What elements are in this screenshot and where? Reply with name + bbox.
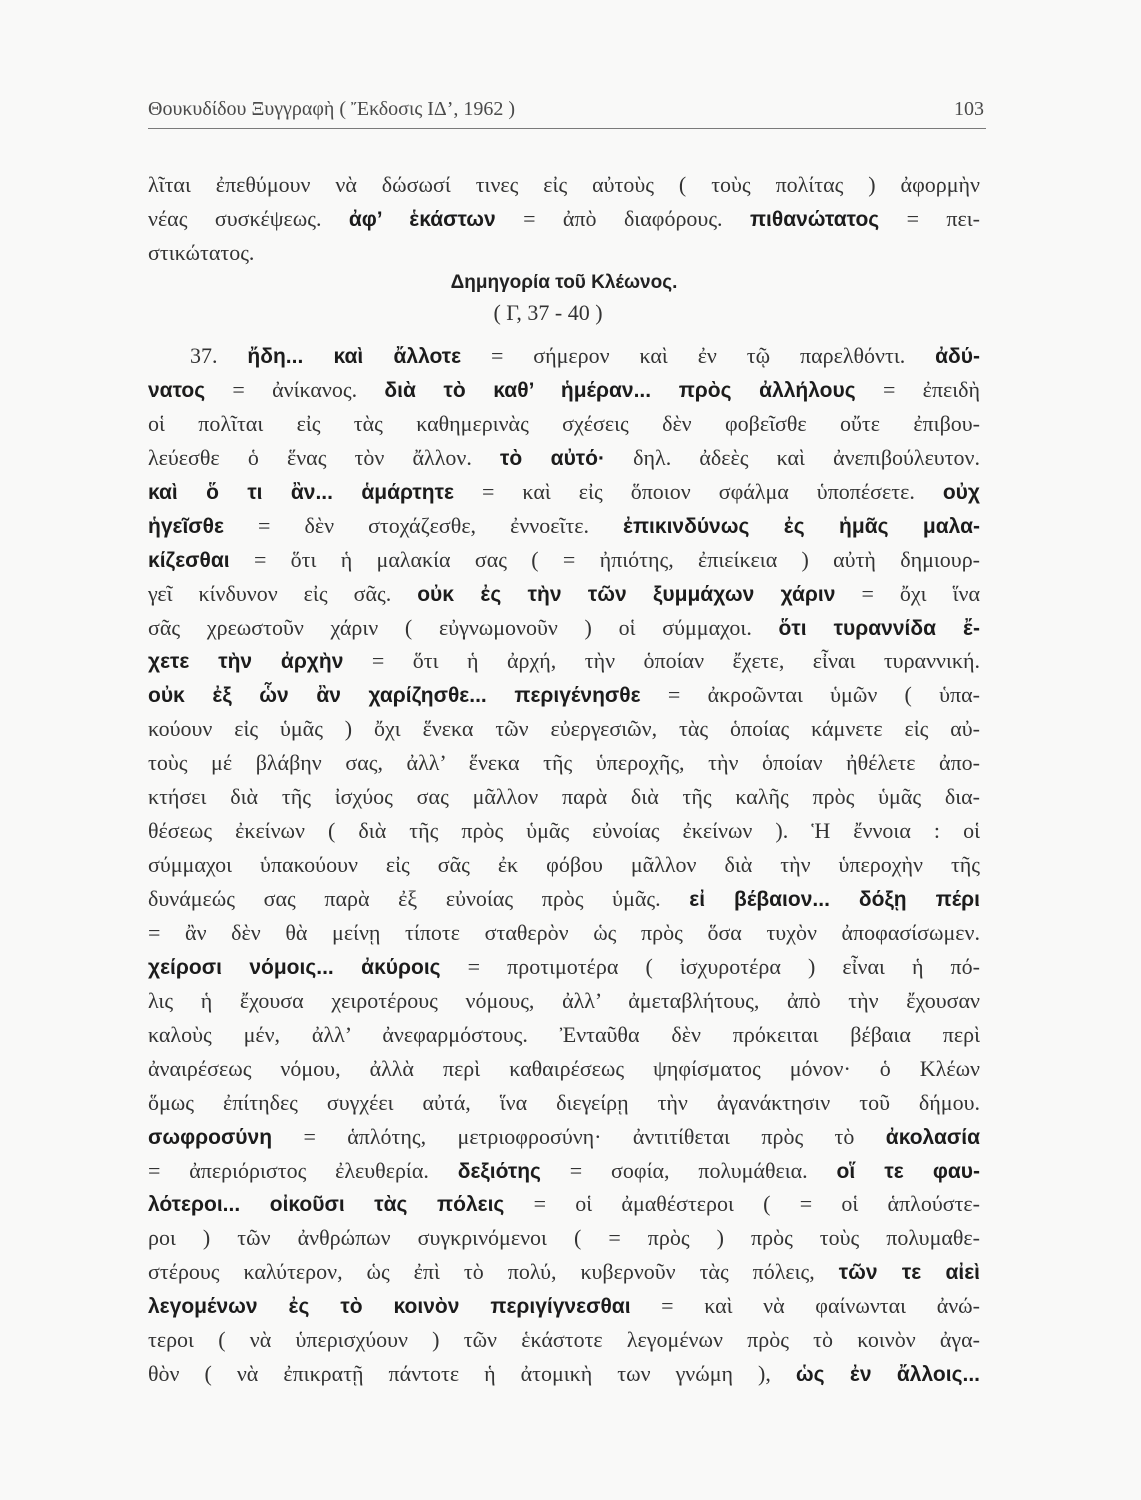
- text-line: [148, 577, 980, 611]
- text-line: [148, 1357, 980, 1391]
- page-number: 103: [954, 97, 984, 120]
- lemma: κίζεσθαι: [148, 548, 230, 572]
- text-line: [148, 543, 980, 577]
- text-line: [148, 339, 980, 373]
- lemma: οὐκ ἐς τὴν τῶν ξυμμάχων χάριν: [417, 582, 836, 606]
- gloss-text: = ἐπειδὴ: [855, 376, 981, 402]
- text-line: [148, 678, 980, 712]
- gloss-text: λεύεσθε ὁ ἕνας τὸν ἄλλον.: [148, 444, 500, 470]
- text-line: [148, 441, 980, 475]
- lemma: ἐπικινδύνως ἐς ἡμᾶς μαλα-: [623, 514, 980, 538]
- gloss-text: κτήσει διὰ τῆς ἰσχύος σας μᾶλλον παρὰ διὰ τῆς καλῆς πρὸς ὑμᾶς δια-: [148, 784, 980, 810]
- gloss-text: τοὺς μέ βλάβην σας, ἀλλ’ ἕνεκα τῆς ὑπεροχῆς, τὴν ὁποίαν ἠθέλετε ἀπο-: [148, 750, 980, 776]
- gloss-text: = ἀκροῶνται ὑμῶν ( ὑπα-: [640, 682, 980, 708]
- section-reference: ( Γ, 37 - 40 ): [493, 300, 603, 325]
- lemma: ὅτι τυραννίδα ἔ-: [778, 616, 980, 640]
- lemma: χετε τὴν ἀρχὴν: [148, 650, 344, 674]
- gloss-text: = καὶ εἰς ὅποιον σφάλμα ὑποπέσετε.: [453, 478, 943, 504]
- text-line: [148, 236, 980, 270]
- gloss-text: καλοὺς μέν, ἀλλ’ ἀνεφαρμόστους. Ἐνταῦθα δὲν πρόκειται βέβαια περὶ: [148, 1021, 980, 1047]
- gloss-text: γεῖ κίνδυνον εἰς σᾶς.: [148, 580, 418, 606]
- gloss-text: στέρους καλύτερον, ὡς ἐπὶ τὸ πολύ, κυβερνοῦν τὰς πόλεις,: [148, 1259, 839, 1285]
- gloss-text: δηλ. ἀδεὲς καὶ ἀνεπιβούλευτον.: [605, 444, 980, 470]
- lemma: σωφροσύνη: [148, 1125, 273, 1149]
- header-rule: [148, 128, 986, 129]
- lemma: λότεροι... οἰκοῦσι τὰς πόλεις: [148, 1193, 505, 1217]
- text-line: [148, 916, 980, 950]
- lemma: ἀφ’ ἑκάστων: [348, 207, 496, 231]
- gloss-text: = σήμερον καὶ ἐν τῷ παρελθόντι.: [461, 343, 936, 368]
- text-line: [148, 1018, 980, 1052]
- gloss-text: ἀναιρέσεως νόμου, ἀλλὰ περὶ καθαιρέσεως ψηφίσματος μόνον· ὁ Κλέων: [148, 1055, 980, 1081]
- gloss-text: = καὶ νὰ φαίνωνται ἀνώ-: [630, 1293, 980, 1319]
- text-line: [148, 1323, 980, 1357]
- intro-paragraph: [148, 168, 980, 270]
- text-line: [148, 1154, 980, 1188]
- lemma: δεξιότης: [457, 1159, 541, 1183]
- text-line: [148, 984, 980, 1018]
- lemma: νατος: [148, 378, 206, 402]
- lemma: εἰ βέβαιον... δόξῃ πέρι: [689, 888, 980, 911]
- text-line: [148, 475, 980, 509]
- text-line: [148, 882, 980, 916]
- gloss-text: ὅμως ἐπίτηδες συγχέει αὐτά, ἵνα διεγείρῃ τὴν ἀγανάκτησιν τοῦ δήμου.: [148, 1089, 980, 1115]
- gloss-text: = οἱ ἀμαθέστεροι ( = οἱ ἁπλούστε-: [504, 1191, 980, 1217]
- gloss-text: = ἁπλότης, μετριοφροσύνη· ἀντιτίθεται πρὸς τὸ: [272, 1123, 886, 1149]
- gloss-text: λῖται ἐπεθύμουν νὰ δώσωσί τινες εἰς αὐτοὺς ( τοὺς πολίτας ) ἀφορμὴν: [148, 172, 980, 197]
- gloss-text: νέας συσκέψεως.: [148, 205, 349, 231]
- gloss-text: θέσεως ἐκείνων ( διὰ τῆς πρὸς ὑμᾶς εὐνοίας ἐκείνων ). Ἡ ἔννοια : οἱ: [148, 818, 980, 844]
- gloss-text: θὸν ( νὰ ἐπικρατῇ πάντοτε ἡ ἀτομικὴ των γνώμη ),: [148, 1361, 796, 1387]
- lemma: οὐκ ἐξ ὧν ἂν χαρίζησθε... περιγένησθε: [148, 684, 641, 708]
- text-line: [148, 202, 980, 236]
- text-line: [148, 950, 980, 984]
- text-line: [148, 1221, 980, 1255]
- text-line: [148, 848, 980, 882]
- text-line: [148, 1255, 980, 1289]
- gloss-text: τεροι ( νὰ ὑπερισχύουν ) τῶν ἑκάστοτε λεγομένων πρὸς τὸ κοινὸν ἀγα-: [148, 1327, 980, 1353]
- gloss-text: σᾶς χρεωστοῦν χάριν ( εὐγνωμονοῦν ) οἱ σύμμαχοι.: [148, 614, 779, 640]
- lemma: πιθανώτατος: [749, 207, 880, 231]
- gloss-text: = ὅτι ἡ μαλακία σας ( = ἠπιότης, ἐπιείκεια ) αὐτὴ δημιουρ-: [229, 546, 980, 572]
- gloss-text: σύμμαχοι ὑπακούουν εἰς σᾶς ἐκ φόβου μᾶλλον διὰ τὴν ὑπεροχὴν τῆς: [148, 852, 980, 878]
- lemma: οἵ τε φαυ-: [836, 1159, 980, 1183]
- gloss-text: 37.: [190, 343, 248, 368]
- gloss-text: = δὲν στοχάζεσθε, ἐννοεῖτε.: [224, 512, 623, 538]
- gloss-text: κούουν εἰς ὑμᾶς ) ὄχι ἕνεκα τῶν εὐεργεσιῶν, τὰς ὁποίας κάμνετε εἰς αὐ-: [148, 716, 980, 742]
- text-line: [148, 373, 980, 407]
- lemma: ἤδη... καὶ ἄλλοτε: [247, 345, 462, 368]
- lemma: χείροσι νόμοις... ἀκύροις: [148, 955, 441, 979]
- gloss-text: στικώτατος.: [148, 239, 255, 265]
- gloss-text: = ἀπὸ διαφόρους.: [495, 205, 750, 231]
- commentary-paragraph: [148, 339, 980, 1391]
- text-line: [148, 712, 980, 746]
- lemma: λεγομένων ἐς τὸ κοινὸν περιγίγνεσθαι: [148, 1295, 631, 1319]
- running-title: Θουκυδίδου Ξυγγραφὴ ( Ἔκδοσις ΙΔ’, 1962 ): [148, 97, 516, 120]
- lemma: ἀδύ-: [935, 345, 980, 368]
- text-line: [148, 1120, 980, 1154]
- lemma: διὰ τὸ καθ’ ἡμέραν... πρὸς ἀλλήλους: [384, 378, 856, 402]
- gloss-text: = ὅτι ἡ ἀρχή, τὴν ὁποίαν ἔχετε, εἶναι τυραννική.: [343, 648, 980, 674]
- gloss-text: = ἀνίκανος.: [205, 376, 385, 402]
- lemma: ἡγεῖσθε: [148, 514, 224, 538]
- gloss-text: = ὄχι ἵνα: [835, 580, 981, 606]
- lemma: ἀκολασία: [885, 1125, 980, 1149]
- lemma: οὐχ: [942, 480, 980, 504]
- text-line: [148, 611, 980, 645]
- text-line: [148, 1086, 980, 1120]
- gloss-text: = προτιμοτέρα ( ἰσχυροτέρα ) εἶναι ἡ πό-: [440, 953, 980, 979]
- lemma: ὡς ἐν ἄλλοις...: [795, 1363, 980, 1387]
- gloss-text: = ἂν δὲν θὰ μείνῃ τίποτε σταθερὸν ὡς πρὸς ὅσα τυχὸν ἀποφασίσωμεν.: [148, 919, 980, 945]
- text-line: [148, 407, 980, 441]
- text-line: [148, 814, 980, 848]
- text-line: [148, 168, 980, 202]
- text-line: [148, 1289, 980, 1323]
- gloss-text: = πει-: [879, 205, 981, 231]
- lemma: τῶν τε αἰεὶ: [838, 1261, 981, 1285]
- lemma: καὶ ὅ τι ἂν... ἁμάρτητε: [148, 480, 454, 504]
- text-line: [148, 1052, 980, 1086]
- gloss-text: = σοφία, πολυμάθεια.: [540, 1157, 837, 1183]
- running-head: [148, 96, 984, 122]
- gloss-text: δυνάμεώς σας παρὰ ἐξ εὐνοίας πρὸς ὑμᾶς.: [148, 886, 690, 911]
- gloss-text: = ἀπεριόριστος ἐλευθερία.: [148, 1157, 458, 1183]
- section-title: Δημηγορία τοῦ Κλέωνος.: [450, 272, 678, 293]
- gloss-text: ροι ) τῶν ἀνθρώπων συγκρινόμενοι ( = πρὸς ) πρὸς τοὺς πολυμαθε-: [148, 1225, 980, 1251]
- text-line: [148, 509, 980, 543]
- text-line: [148, 746, 980, 780]
- gloss-text: οἱ πολῖται εἰς τὰς καθημερινὰς σχέσεις δὲν φοβεῖσθε οὔτε ἐπιβου-: [148, 410, 980, 436]
- text-line: [148, 780, 980, 814]
- text-line: [148, 1187, 980, 1221]
- gloss-text: λις ἡ ἔχουσα χειροτέρους νόμους, ἀλλ’ ἀμεταβλήτους, ἀπὸ τὴν ἔχουσαν: [148, 987, 980, 1013]
- text-line: [148, 644, 980, 678]
- lemma: τὸ αὐτό·: [499, 446, 605, 470]
